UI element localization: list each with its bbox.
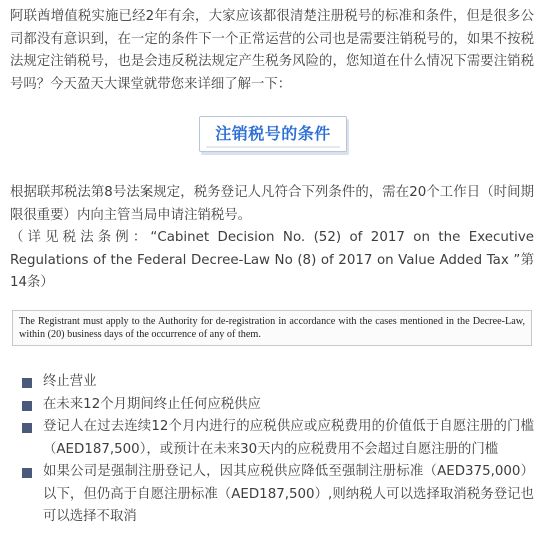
rule-paragraph: 根据联邦税法第8号法案规定，税务登记人凡符合下列条件的，需在20个工作日（时间期限很重要）内向主管当局申请注销税号。 — [10, 185, 534, 223]
square-bullet-icon — [22, 468, 32, 478]
list-item — [22, 371, 534, 394]
section-heading: 注销税号的条件 — [215, 124, 331, 143]
regulation-excerpt: The Registrant must apply to the Authority for de-registration in accordance with the cases mentioned in the Decree-Law, within (20) business days of the occurrence of any of them. — [12, 310, 532, 346]
list-item-text: 终止营业 — [43, 374, 97, 389]
list-item — [22, 394, 534, 417]
square-bullet-icon — [22, 423, 32, 433]
condition-list — [22, 371, 534, 529]
square-bullet-icon — [22, 378, 32, 388]
section-heading-box — [199, 116, 347, 152]
list-item — [22, 416, 534, 461]
intro-paragraph: 阿联酋增值税实施已经2年有余，大家应该都很清楚注册税号的标准和条件，但是很多公司都没有意识到，在一定的条件下一个正常运营的公司也是需要注销税号的，如果不按税法规定注销税号，也是会违反税法规定产生税务风险的，您知道在什么情况下需要注销税号吗？今天盈天大课堂就带您来详细了解一下： — [10, 9, 534, 92]
square-bullet-icon — [22, 401, 32, 411]
list-item-text: 登记人在过去连续12个月内进行的应税供应或应税费用的价值低于自愿注册的门槛（AED187,500），或预计在未来30天内的应税费用不会超过自愿注册的门槛 — [43, 419, 534, 457]
list-item — [22, 461, 534, 529]
reference-paragraph: （详见税法条例：“Cabinet Decision No. (52) of 2017 on the Executive Regulations of the Federal Decree-Law No (8) of 2017 on Value Added Tax ”第14条） — [10, 230, 534, 290]
list-item-text: 如果公司是强制注册登记人，因其应税供应降低至强制注册标准（AED375,000）以下，但仍高于自愿注册标准（AED187,500）,则纳税人可以选择取消税务登记也可以选择不取消 — [43, 464, 534, 524]
list-item-text: 在未来12个月期间终止任何应税供应 — [43, 396, 261, 412]
